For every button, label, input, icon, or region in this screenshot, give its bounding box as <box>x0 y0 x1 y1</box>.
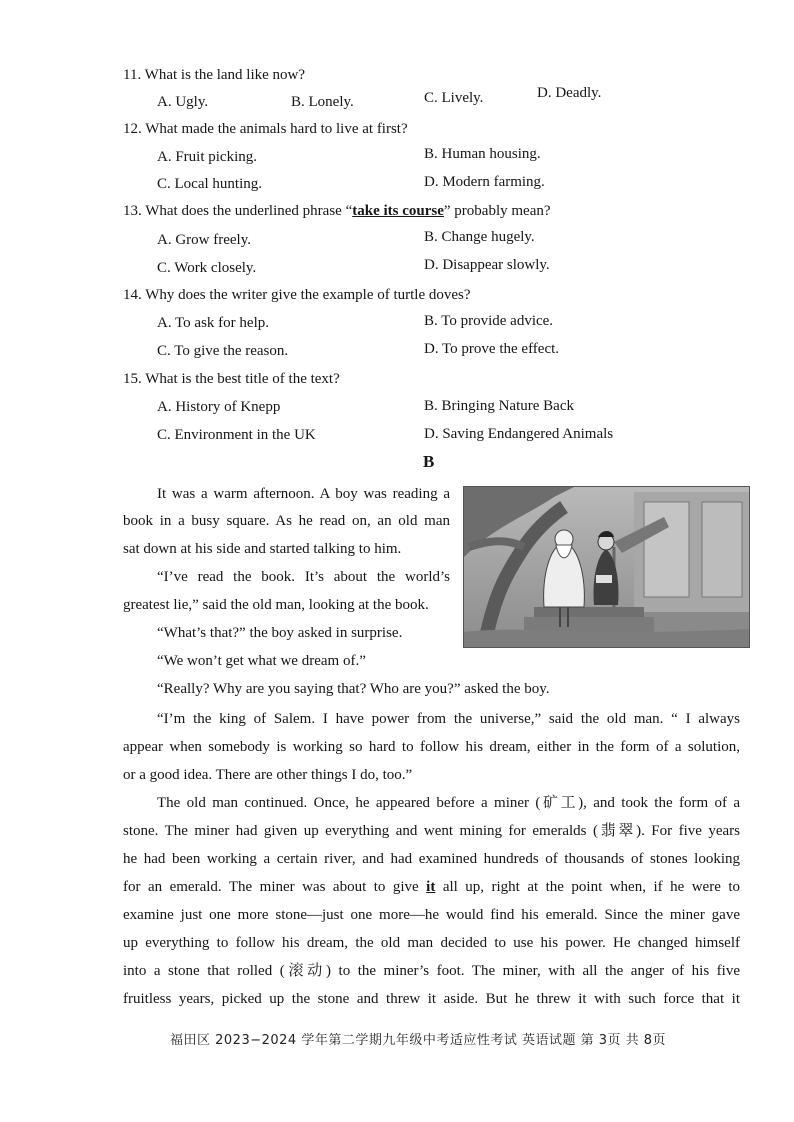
option-12b: B. Human housing. <box>424 146 541 162</box>
illustration-art <box>464 487 749 647</box>
option-13b: B. Change hugely. <box>424 229 535 245</box>
option-13a: A. Grow freely. <box>157 232 251 248</box>
question-14: 14. Why does the writer give the example of turtle doves? <box>123 287 471 303</box>
option-14a: A. To ask for help. <box>157 315 269 331</box>
option-15b: B. Bringing Nature Back <box>424 398 574 414</box>
question-12: 12. What made the animals hard to live at first? <box>123 121 408 137</box>
option-15d: D. Saving Endangered Animals <box>424 426 614 442</box>
question-11: 11. What is the land like now? <box>123 67 306 83</box>
passage-line: book in a busy square. As he read on, an old man <box>123 513 450 529</box>
option-14c: C. To give the reason. <box>157 343 289 359</box>
option-14b: B. To provide advice. <box>424 313 554 329</box>
paragraph-king: “I’m the king of Salem. I have power from the universe,” said the old man. “ I always appear when somebody is working so hard to follow his dream, either in the form of a solution, or a good idea. There are other things I do, too.” <box>123 711 740 783</box>
question-15: 15. What is the best title of the text? <box>123 371 340 387</box>
story-illustration <box>463 486 750 648</box>
passage-line: “What’s that?” the boy asked in surprise. <box>157 625 403 641</box>
underlined-word-it: it <box>426 879 436 895</box>
option-15a: A. History of Knepp <box>157 399 281 415</box>
paragraph-miner: The old man continued. Once, he appeared before a miner (矿工), and took the form of a stone. The miner had given up everything and went mining for emeralds (翡翠). For five years he had been working a certain river, and had examined hundreds of thousands of stones looking for an emerald. The miner was about to give it all up, right at the point when, if he were to examine just one more stone—just one more—he would find his emerald. Since the miner gave up everything to follow his dream, the old man decided to use his power. He changed himself into a stone that rolled (滚动) to the miner’s foot. The miner, with all the anger of his five fruitless years, picked up the stone and threw it aside. But he threw it with such force that it <box>123 795 740 1007</box>
option-11c: C. Lively. <box>424 90 484 106</box>
option-11d: D. Deadly. <box>537 85 602 101</box>
underlined-phrase: take its course <box>352 203 444 219</box>
passage-line: “We won’t get what we dream of.” <box>157 653 366 669</box>
option-13c: C. Work closely. <box>157 260 257 276</box>
question-13: 13. What does the underlined phrase “take its course” probably mean? <box>123 203 551 219</box>
section-b-heading: B <box>423 452 435 471</box>
option-12d: D. Modern farming. <box>424 174 545 190</box>
option-11a: A. Ugly. <box>157 94 209 110</box>
option-13d: D. Disappear slowly. <box>424 257 550 273</box>
line-with-underlined-it: for an emerald. The miner was about to give it all up, right at the point when, if he were to <box>123 879 740 895</box>
passage-line: It was a warm afternoon. A boy was reading a <box>157 486 450 502</box>
option-11b: B. Lonely. <box>291 94 354 110</box>
page-footer: 福田区 2023−2024 学年第二学期九年级中考适应性考试 英语试题 第 3页 共 8页 <box>170 1033 667 1048</box>
option-15c: C. Environment in the UK <box>157 427 316 443</box>
passage-line: “I’ve read the book. It’s about the world’s <box>157 569 450 585</box>
passage-line: “Really? Why are you saying that? Who are you?” asked the boy. <box>157 681 550 697</box>
passage-line: sat down at his side and started talking to him. <box>123 541 402 557</box>
option-12c: C. Local hunting. <box>157 176 262 192</box>
passage-line: greatest lie,” said the old man, looking at the book. <box>123 597 429 613</box>
option-12a: A. Fruit picking. <box>157 149 257 165</box>
option-14d: D. To prove the effect. <box>424 341 560 357</box>
